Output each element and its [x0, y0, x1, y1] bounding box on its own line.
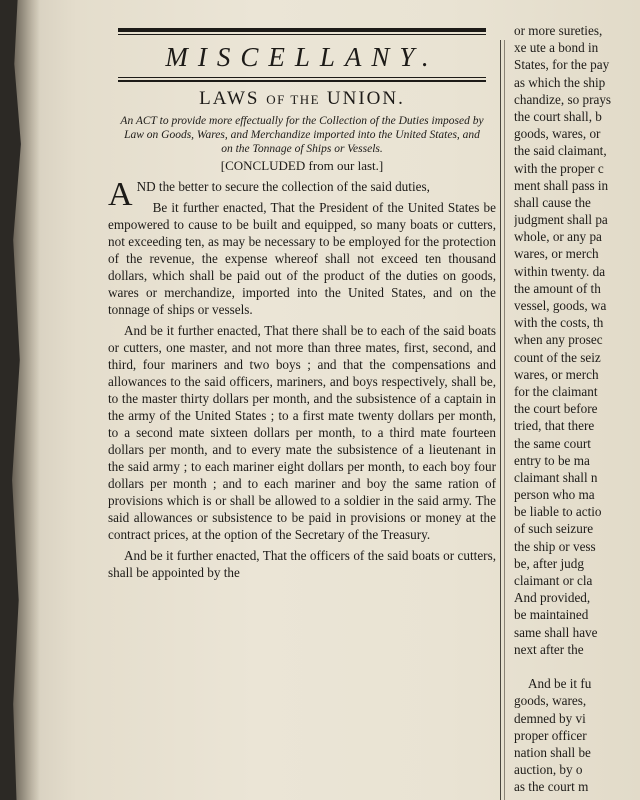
adjacent-column-line: or more sureties, [514, 23, 603, 38]
adjacent-column-line: the amount of th [514, 280, 601, 296]
adjacent-column-line: as which the ship [514, 74, 606, 90]
adjacent-column-line: be liable to actio [514, 504, 602, 520]
adjacent-column-line: for the claimant [514, 383, 598, 399]
adjacent-column-line: the same court [514, 435, 591, 451]
adjacent-column-line: wares, or merch [514, 366, 599, 382]
adjacent-column-line: the ship or vess [514, 538, 596, 554]
adjacent-column-line: the court shall, b [514, 108, 602, 124]
adjacent-column-line: with the costs, th [514, 315, 604, 331]
adjacent-column-line: same shall have [514, 624, 598, 640]
adjacent-column-line: claimant shall n [514, 469, 598, 485]
adjacent-column-line: within twenty. da [514, 263, 606, 279]
main-column [108, 28, 496, 585]
concluded-note: [CONCLUDED from our last.] [220, 158, 384, 173]
adjacent-column-line: auction, by o [514, 762, 583, 778]
paragraph-2: Be it further enacted, That the President of the United States be empowered to cause to be built and equipped, so many boats or cutters, not exceeding ten, as may be necessary to be employed for the protection of the revenue, the expense whereof shall not exceed ten thousand dollars, which shall be paid out of the product of the duties on goods, wares or merchandize, imported into the United States, and on the tonnage of ships or vessels. [108, 200, 496, 317]
drop-cap: A [108, 176, 133, 213]
adjacent-column-line: vessel, goods, wa [514, 298, 607, 313]
adjacent-column-line: wares, or merch [514, 246, 599, 262]
act-description: An ACT to provide more effectually for the Collection of the Duties imposed by Law on Goods, Wares, and Merchandize imported into the United States, and on the Tonnage of Ships or Vessels. [120, 115, 484, 155]
adjacent-column-line: And be it fu [528, 676, 592, 692]
article-body [108, 178, 496, 581]
adjacent-column-line: when any prosec [514, 332, 603, 348]
adjacent-column-line: demned by vi [514, 710, 586, 726]
adjacent-column-line: next after the [514, 641, 584, 657]
paragraph-1 [108, 176, 496, 213]
adjacent-column-line: entry to be ma [514, 452, 590, 468]
adjacent-column-line: with the proper c [514, 160, 604, 176]
adjacent-column-line: as the court m [514, 779, 589, 795]
adjacent-column-line: nation shall be [514, 744, 591, 760]
title-union: UNION. [326, 88, 405, 109]
paragraph-4: And be it further enacted, That the officers of the said boats or cutters, shall be appointed by the [108, 548, 496, 580]
column-rule-inner [504, 40, 505, 800]
adjacent-column-line [514, 658, 640, 675]
adjacent-column-line: goods, wares, or [514, 126, 601, 142]
adjacent-column-line: States, for the pay [514, 57, 610, 73]
adjacent-column-line: proper officer [514, 727, 587, 743]
adjacent-column-line: And provided, [514, 590, 591, 606]
column-rule [500, 40, 501, 800]
adjacent-column-line: count of the seiz [514, 349, 601, 365]
paragraph-1-text: ND the better to secure the collection of the said duties, [136, 179, 430, 194]
paragraph-3: And be it further enacted, That there shall be to each of the said boats or cutters, one master, and not more than three mates, first, second, and third, four mariners and two boys ; and that the compensations and allowances to the said officers, mariners, and boys respectively, shall be, to the master thirty dollars per month, and the subsistence of a captain in the army of the United States ; to a first mate twenty dollars per month, to a second mate sixteen dollars per month, to a third mate fourteen dollars per month, and to every mate the subsistence of a lieutenant in the said army ; to each mariner eight dollars per month, to each boy four dollars per month ; and to each mariner and boy the same ration of provisions which is or shall be allowed to a soldier in the said army. The said allowances or subsistence to be paid in provisions or money at the contract prices, at the option of the Secretary of the Treasury. [108, 323, 496, 542]
title-of-the: OF THE [266, 92, 321, 107]
article-title [108, 88, 496, 110]
adjacent-column-line: ment shall pass in [514, 177, 609, 193]
adjacent-column-line: whole, or any pa [514, 229, 602, 245]
adjacent-column-line: judgment shall pa [514, 212, 608, 228]
masthead-rule-thick [118, 80, 486, 82]
title-laws: LAWS [199, 88, 260, 109]
adjacent-column [514, 22, 640, 795]
adjacent-column-line: person who ma [514, 487, 595, 503]
adjacent-column-line: shall cause the [514, 194, 591, 210]
adjacent-column-line: the court before [514, 401, 598, 417]
adjacent-column-line: chandize, so prays [514, 91, 612, 107]
adjacent-column-line: be, after judg [514, 555, 584, 571]
top-rule-thin [118, 34, 486, 35]
section-masthead: MISCELLANY. [165, 42, 439, 72]
adjacent-column-line: be maintained [514, 607, 589, 623]
adjacent-column-line: claimant or cla [514, 573, 593, 588]
adjacent-column-line: goods, wares, [514, 693, 587, 709]
adjacent-column-line: tried, that there [514, 418, 595, 434]
adjacent-column-line: xe ute a bond in [514, 40, 599, 56]
adjacent-column-line: of such seizure [514, 521, 594, 537]
top-rule [118, 28, 486, 32]
masthead-rule [118, 77, 486, 78]
adjacent-column-line: the said claimant, [514, 143, 607, 159]
